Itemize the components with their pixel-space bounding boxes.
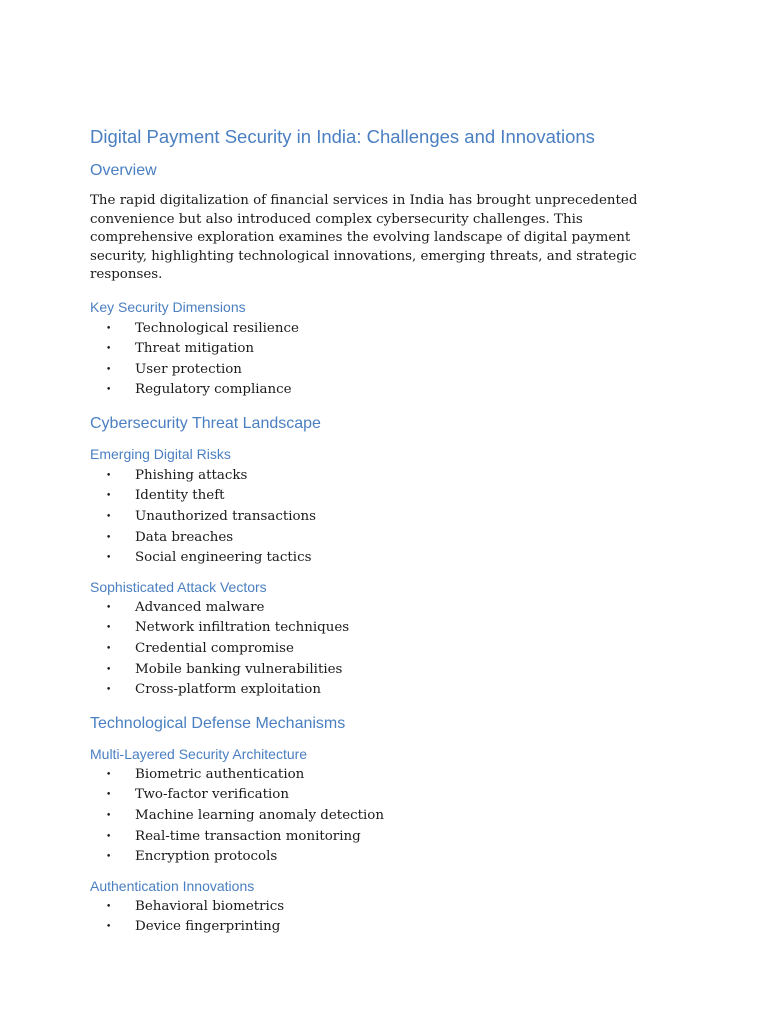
list-item <box>90 827 680 848</box>
list-item-text: Device fingerprinting <box>135 919 281 935</box>
list-item-text: Two-factor verification <box>135 787 289 803</box>
bullet-icon: • <box>106 344 112 355</box>
list-item-text: Machine learning anomaly detection <box>135 808 384 823</box>
list-item <box>90 466 680 487</box>
list-item-text: Cross-platform exploitation <box>135 682 321 698</box>
list-item-text: User protection <box>135 361 242 377</box>
bullet-icon: • <box>106 831 112 842</box>
subheading-emerging-digital-risks: Emerging Digital Risks <box>90 445 231 462</box>
list-item-text: Social engineering tactics <box>135 550 312 566</box>
bullet-icon: • <box>106 811 112 821</box>
bullet-icon: • <box>106 922 112 933</box>
list-item <box>90 660 680 681</box>
list-item <box>90 380 680 401</box>
bullet-icon: • <box>106 644 112 655</box>
list-item-text: Real-time transaction monitoring <box>135 828 361 844</box>
list-item-text: Regulatory compliance <box>135 382 292 398</box>
list-attack-vectors <box>90 598 680 701</box>
subheading-authentication-innovations: Authentication Innovations <box>90 877 255 894</box>
list-item <box>90 507 680 528</box>
section-heading-overview: Overview <box>90 162 157 179</box>
list-item-text: Mobile banking vulnerabilities <box>135 661 343 677</box>
list-item <box>90 339 680 360</box>
list-item-text: Unauthorized transactions <box>135 509 317 525</box>
list-key-dimensions <box>90 319 680 401</box>
bullet-icon: • <box>106 664 112 675</box>
list-item <box>90 847 680 868</box>
list-item <box>90 806 680 827</box>
list-item-text: Behavioral biometrics <box>135 898 285 914</box>
bullet-icon: • <box>106 491 112 502</box>
bullet-icon: • <box>106 685 112 696</box>
bullet-icon: • <box>106 364 112 375</box>
section-heading-threat-landscape: Cybersecurity Threat Landscape <box>90 414 321 432</box>
bullet-icon: • <box>106 553 112 564</box>
list-item <box>90 785 680 806</box>
list-item-text: Technological resilience <box>135 320 299 336</box>
section-heading-defense-mechanisms: Technological Defense Mechanisms <box>90 714 346 732</box>
bullet-icon: • <box>106 470 112 481</box>
bullet-icon: • <box>106 769 112 780</box>
list-item <box>90 528 680 549</box>
list-item <box>90 360 680 381</box>
document-title: Digital Payment Security in India: Challenges and Innovations <box>90 126 595 147</box>
list-item <box>90 680 680 701</box>
bullet-icon: • <box>106 623 112 634</box>
overview-paragraph: The rapid digitalization of financial services in India has brought unprecedented convenience but also introduced complex cybersecurity challenges. This comprehensive exploration examines the evolving landscape of digital payment security, highlighting technological innovations, emerging threats, and strategic responses. <box>90 193 638 282</box>
bullet-icon: • <box>106 323 112 334</box>
list-item-text: Data breaches <box>135 529 234 545</box>
bullet-icon: • <box>106 602 112 613</box>
list-item <box>90 486 680 507</box>
list-item-text: Advanced malware <box>135 599 265 615</box>
bullet-icon: • <box>106 852 112 863</box>
list-item <box>90 548 680 569</box>
subheading-attack-vectors: Sophisticated Attack Vectors <box>90 578 267 595</box>
list-item-text: Threat mitigation <box>135 341 255 357</box>
list-security-architecture <box>90 765 680 868</box>
bullet-icon: • <box>106 901 112 912</box>
list-item <box>90 639 680 660</box>
list-item-text: Encryption protocols <box>135 849 278 865</box>
list-item-text: Phishing attacks <box>135 467 248 483</box>
document-page <box>90 124 680 938</box>
list-item-text: Credential compromise <box>135 641 294 657</box>
bullet-icon: • <box>106 532 112 543</box>
list-item <box>90 598 680 619</box>
list-authentication-innovations <box>90 897 680 938</box>
list-item <box>90 319 680 340</box>
list-emerging-risks <box>90 466 680 569</box>
bullet-icon: • <box>106 790 112 801</box>
list-item <box>90 917 680 938</box>
list-item-text: Identity theft <box>135 488 225 504</box>
list-item <box>90 618 680 639</box>
subheading-key-security-dimensions: Key Security Dimensions <box>90 298 246 315</box>
list-item-text: Network infiltration techniques <box>135 620 350 636</box>
list-item <box>90 897 680 918</box>
subheading-security-architecture: Multi-Layered Security Architecture <box>90 745 308 762</box>
list-item-text: Biometric authentication <box>135 766 305 782</box>
bullet-icon: • <box>106 512 112 523</box>
bullet-icon: • <box>106 385 112 396</box>
list-item <box>90 765 680 786</box>
